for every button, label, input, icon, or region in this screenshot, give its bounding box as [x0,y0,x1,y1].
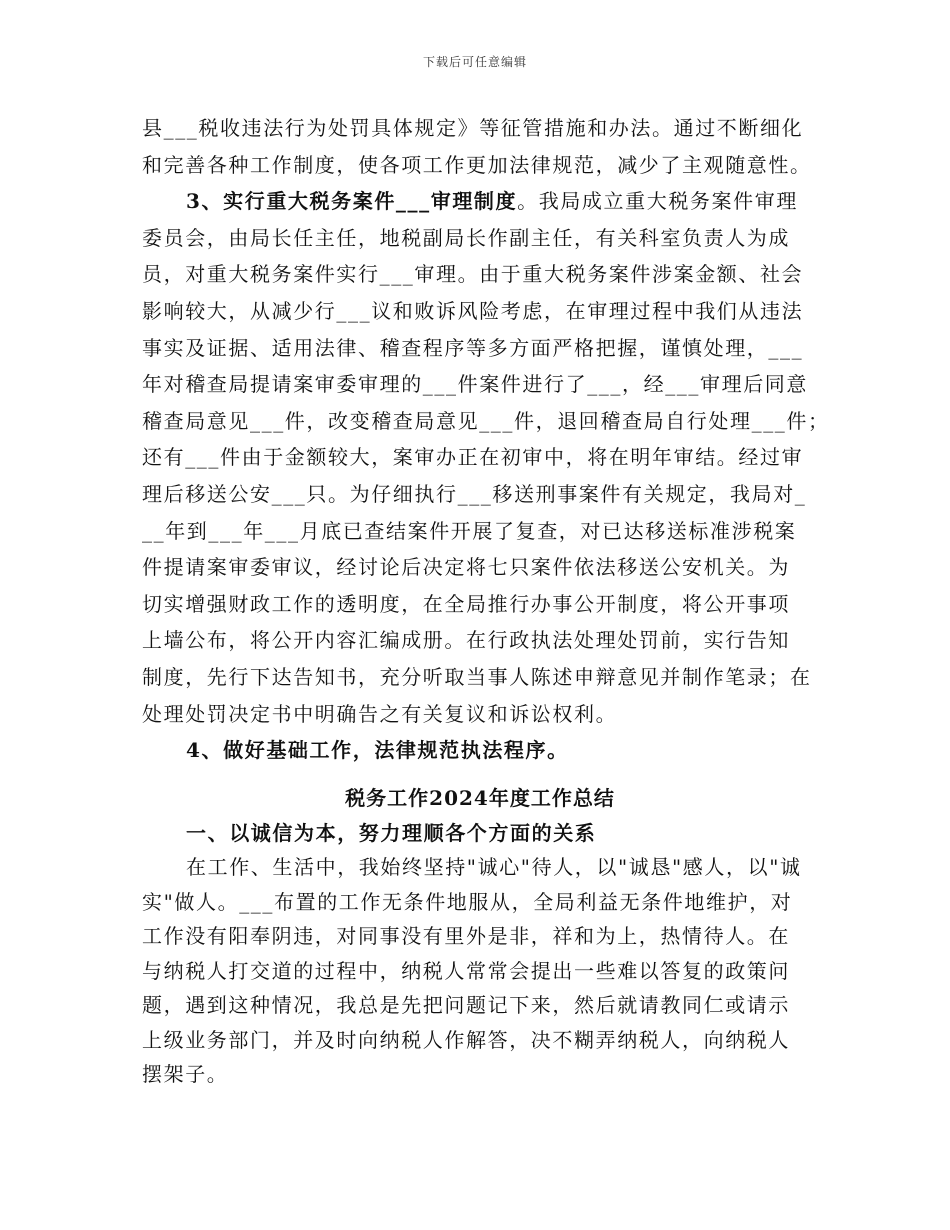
paragraph-line: 件提请案审委审议，经讨论后决定将七只案件依法移送公安机关。为 [142,555,790,580]
paragraph-line: 制度，先行下达告知书，充分听取当事人陈述申辩意见并制作笔录；在 [142,664,812,689]
paragraph-line: 稽查局意见___件，改变稽查局意见___件，退回稽查局自行处理___件； [142,408,830,433]
paragraph-line: __年到___年___月底已查结案件开展了复查，对已达移送标准涉税案 [142,518,797,543]
paragraph-line: 实"做人。___布置的工作无条件地服从，全局利益无条件地维护，对 [142,889,793,914]
item-4-heading: 4、做好基础工作，法律规范执法程序。 [186,738,569,763]
item-3-first-line [142,183,818,220]
item-3-heading: 3、实行重大税务案件___审理制度 [186,189,518,214]
paragraph-line: 还有___件由于金额较大，案审办正在初审中，将在明年审结。经过审 [142,445,804,470]
paragraph-line: 在工作、生活中，我始终坚持"诚心"待人，以"诚恳"感人，以"诚 [186,855,802,879]
paragraph-line: 影响较大，从减少行___议和败诉风险考虑，在审理过程中我们从违法 [142,298,804,323]
paragraph-line: 员，对重大税务案件实行___审理。由于重大税务案件涉案金额、社会 [142,262,804,287]
section-2-body [142,781,818,1092]
page-header: 下载后可任意编辑 [422,55,527,69]
paragraph-line: 处理处罚决定书中明确告之有关复议和诉讼权利。 [142,701,618,726]
document-title: 税务工作2024年度工作总结 [345,786,615,810]
paragraph-line: 县___税收违法行为处罚具体规定》等征管措施和办法。通过不断细化 [142,116,804,140]
section-subheading: 一、以诚信为本，努力理顺各个方面的关系 [186,820,597,845]
paragraph-line: 理后移送公安___只。为仔细执行___移送刑事案件有关规定，我局对_ [142,481,807,506]
section-1-body [142,110,830,769]
item-3-first-line-rest: 。我局成立重大税务案件审理 [517,189,798,214]
paragraph-line: 摆架子。 [142,1062,229,1086]
paragraph-line: 和完善各种工作制度，使各项工作更加法律规范，减少了主观随意性。 [142,152,812,177]
paragraph-line: 与纳税人打交道的过程中，纳税人常常会提出一些难以答复的政策问 [142,958,790,983]
paragraph-line: 上级业务部门，并及时向纳税人作解答，决不糊弄纳税人，向纳税人 [142,1027,790,1052]
paragraph-line: 年对稽查局提请案审委审理的___件案件进行了___，经___审理后同意 [142,372,808,397]
paragraph-line: 委员会，由局长任主任，地税副局长作副主任，有关科室负责人为成 [142,225,790,250]
paragraph-line: 上墙公布，将公开内容汇编成册。在行政执法处理处罚前，实行告知 [142,628,790,653]
paragraph-line: 工作没有阳奉阴违，对同事没有里外是非，祥和为上，热情待人。在 [142,924,790,948]
paragraph-line: 切实增强财政工作的透明度，在全局推行办事公开制度，将公开事项 [142,591,790,616]
paragraph-line: 事实及证据、适用法律、稽查程序等多方面严格把握，谨慎处理，___ [142,335,804,360]
paragraph-line: 题，遇到这种情况，我总是先把问题记下来，然后就请教同仁或请示 [142,993,790,1017]
